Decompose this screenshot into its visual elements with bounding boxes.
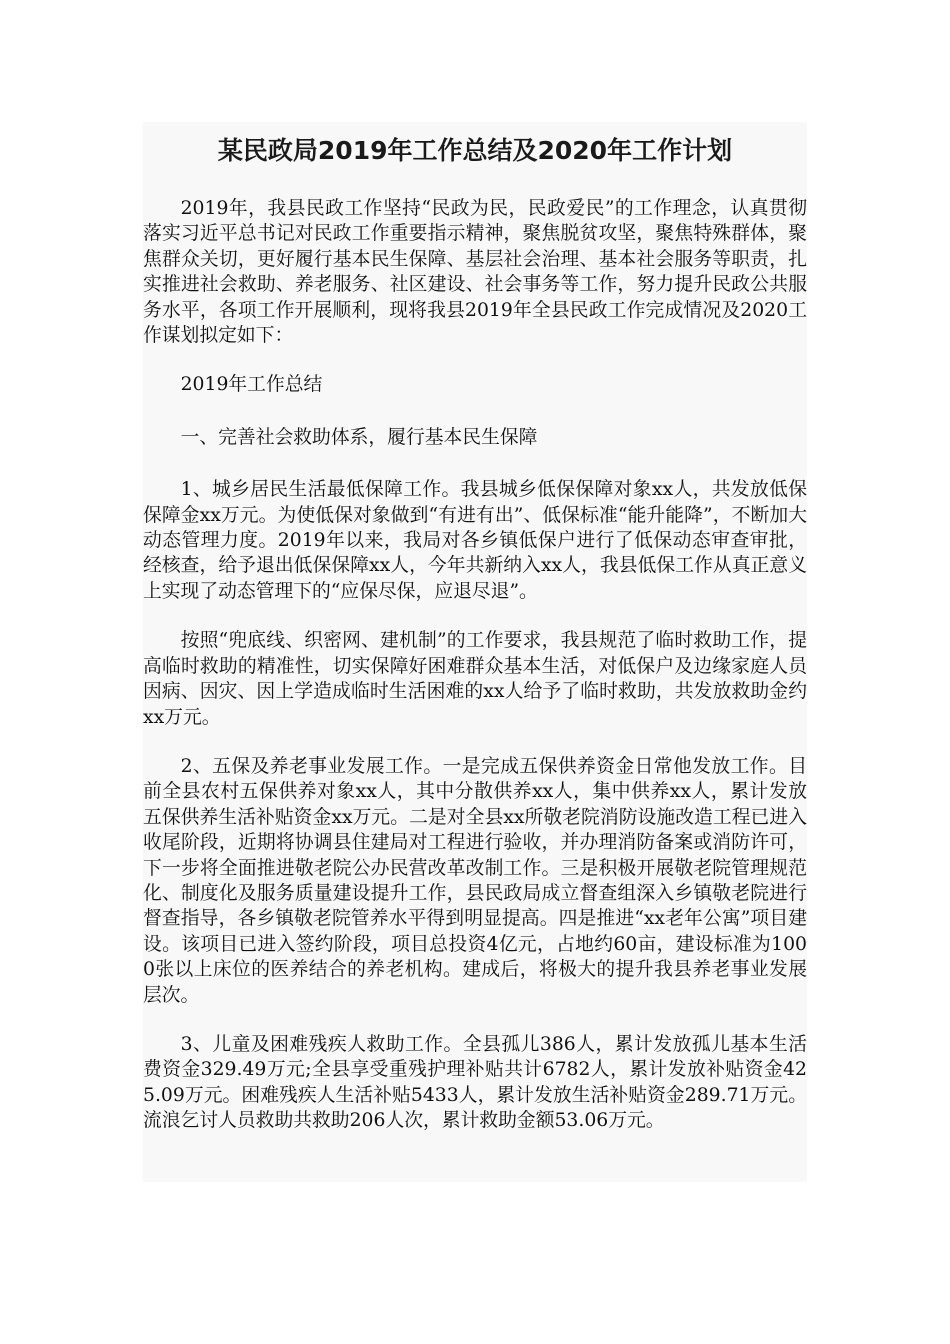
paragraph-elderly-care: 2、五保及养老事业发展工作。一是完成五保供养资金日常他发放工作。目前全县农村五保供养对象xx人，其中分散供养xx人，集中供养xx人，累计发放五保供养生活补贴资金xx万元。二是对全县xx所敬老院消防设施改造工程已进入收尾阶段，近期将协调县住建局对工程进行验收，并办理消防备案或消防许可，下一步将全面推进敬老院公办民营改革改制工作。三是积极开展敬老院管理规范化、制度化及服务质量建设提升工作，县民政局成立督查组深入乡镇敬老院进行督查指导，各乡镇敬老院管养水平得到明显提高。四是推进“xx老年公寓”项目建设。该项目已进入签约阶段，项目总投资4亿元，占地约60亩，建设标准为1000张以上床位的医养结合的养老机构。建成后，将极大的提升我县养老事业发展层次。 [143, 755, 807, 1006]
intro-paragraph: 2019年，我县民政工作坚持“民政为民，民政爱民”的工作理念，认真贯彻落实习近平总书记对民政工作重要指示精神，聚焦脱贫攻坚，聚焦特殊群体，聚焦群众关切，更好履行基本民生保障、基层社会治理、基本社会服务等职责，扎实推进社会救助、养老服务、社区建设、社会事务等工作，努力提升民政公共服务水平，各项工作开展顺利，现将我县2019年全县民政工作完成情况及2020工作谋划拟定如下： [143, 198, 807, 347]
paragraph-temporary-assistance: 按照“兜底线、织密网、建机制”的工作要求，我县规范了临时救助工作，提高临时救助的精准性，切实保障好困难群众基本生活，对低保户及边缘家庭人员因病、因灾、因上学造成临时生活困难的xx人给予了临时救助，共发放救助金约xx万元。 [143, 630, 807, 728]
paragraph-minimum-living-guarantee: 1、城乡居民生活最低保障工作。我县城乡低保保障对象xx人，共发放低保保障金xx万元。为使低保对象做到“有进有出”、低保标准“能升能降”，不断加大动态管理力度。2019年以来，我局对各乡镇低保户进行了低保动态审查审批，经核查，给予退出低保保障xx人，今年共新纳入xx人，我县低保工作从真正意义上实现了动态管理下的“应保尽保，应退尽退”。 [143, 479, 807, 602]
paragraph-children-disabled-assistance: 3、儿童及困难残疾人救助工作。全县孤儿386人，累计发放孤儿基本生活费资金329.49万元;全县享受重残护理补贴共计6782人，累计发放补贴资金425.09万元。困难残疾人生活补贴5433人，累计发放生活补贴资金289.71万元。流浪乞讨人员救助共救助206人次，累计救助金额53.06万元。 [143, 1033, 807, 1132]
section-heading-social-assistance: 一、完善社会救助体系，履行基本民生保障 [180, 426, 538, 448]
document-body [143, 196, 807, 1158]
document-title: 某民政局2019年工作总结及2020年工作计划 [217, 136, 733, 165]
section-heading-summary: 2019年工作总结 [180, 374, 323, 396]
